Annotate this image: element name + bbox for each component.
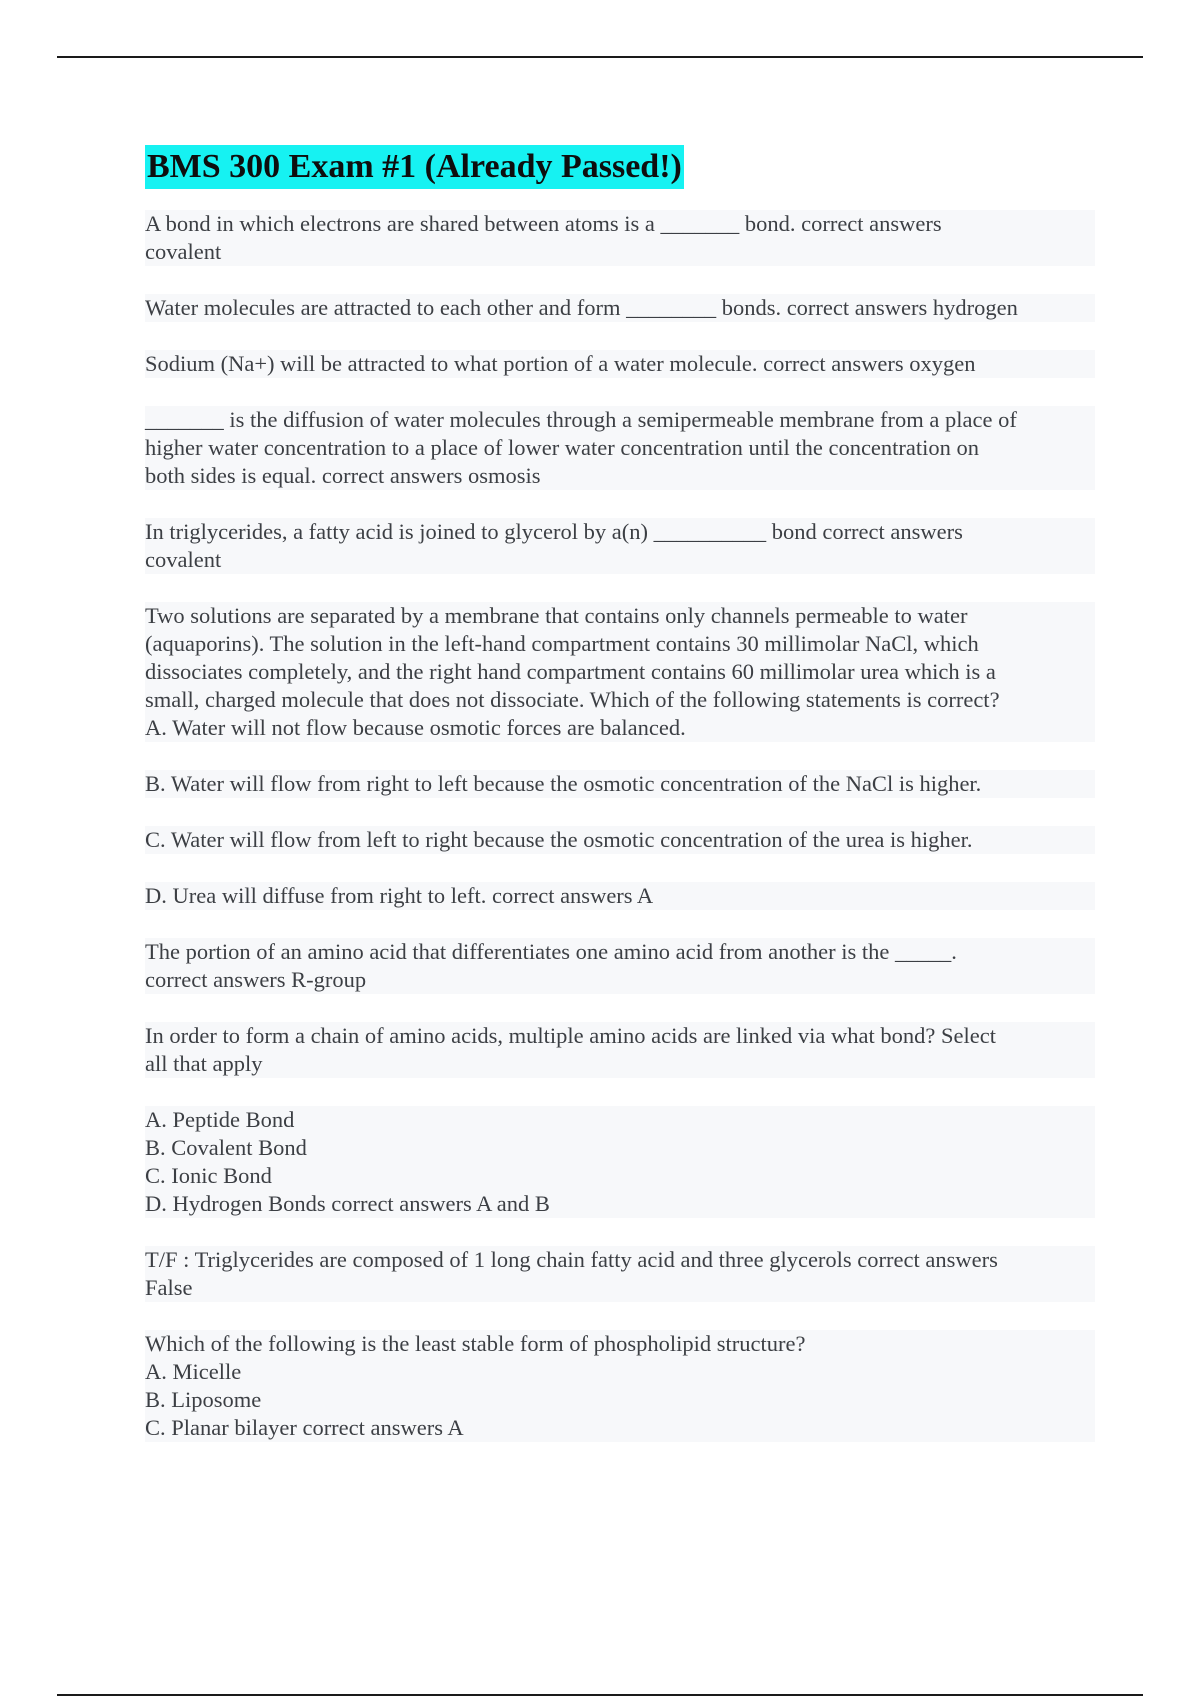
text-line: In order to form a chain of amino acids, multiple amino acids are linked via what bond? Select [145,1023,996,1048]
text-line: D. Hydrogen Bonds correct answers A and B [145,1191,550,1216]
text-line: C. Ionic Bond [145,1163,272,1188]
question-list [145,210,1095,1442]
header-rule [57,56,1143,58]
question-paragraph [145,350,1095,378]
text-line: A bond in which electrons are shared between atoms is a _______ bond. correct answers [145,211,942,236]
question-paragraph [145,602,1095,742]
text-line: C. Water will flow from left to right because the osmotic concentration of the urea is higher. [145,827,973,852]
text-line: A. Water will not flow because osmotic forces are balanced. [145,715,686,740]
question-paragraph [145,406,1095,490]
text-line: all that apply [145,1051,263,1076]
document-body [145,145,1095,1470]
text-line: _______ is the diffusion of water molecules through a semipermeable membrane from a place of [145,407,1017,432]
text-line: dissociates completely, and the right hand compartment contains 60 millimolar urea which is a [145,659,996,684]
text-line: covalent [145,547,222,572]
text-line: correct answers R-group [145,967,367,992]
text-line: small, charged molecule that does not dissociate. Which of the following statements is correct? [145,687,1000,712]
text-line: C. Planar bilayer correct answers A [145,1415,464,1440]
question-paragraph [145,210,1095,266]
text-line: A. Micelle [145,1359,242,1384]
question-paragraph [145,882,1095,910]
question-paragraph [145,1330,1095,1442]
question-paragraph [145,826,1095,854]
text-line: covalent [145,239,222,264]
question-paragraph [145,1022,1095,1078]
text-line: Water molecules are attracted to each other and form ________ bonds. correct answers hydrogen [145,295,1018,320]
footer-rule [57,1694,1143,1696]
text-line: B. Liposome [145,1387,262,1412]
text-line: Sodium (Na+) will be attracted to what portion of a water molecule. correct answers oxygen [145,351,976,376]
text-line: both sides is equal. correct answers osmosis [145,463,541,488]
text-line: In triglycerides, a fatty acid is joined to glycerol by a(n) __________ bond correct answers [145,519,963,544]
text-line: A. Peptide Bond [145,1107,295,1132]
text-line: False [145,1275,193,1300]
text-line: The portion of an amino acid that differentiates one amino acid from another is the _____. [145,939,957,964]
text-line: Which of the following is the least stable form of phospholipid structure? [145,1331,806,1356]
question-paragraph [145,770,1095,798]
text-line: D. Urea will diffuse from right to left. correct answers A [145,883,654,908]
text-line: B. Covalent Bond [145,1135,307,1160]
question-paragraph [145,1246,1095,1302]
question-paragraph [145,294,1095,322]
question-paragraph [145,938,1095,994]
text-line: B. Water will flow from right to left because the osmotic concentration of the NaCl is higher. [145,771,982,796]
document-title: BMS 300 Exam #1 (Already Passed!) [145,145,684,189]
text-line: Two solutions are separated by a membrane that contains only channels permeable to water [145,603,968,628]
question-paragraph [145,1106,1095,1218]
question-paragraph [145,518,1095,574]
text-line: T/F : Triglycerides are composed of 1 long chain fatty acid and three glycerols correct answers [145,1247,998,1272]
text-line: higher water concentration to a place of lower water concentration until the concentration on [145,435,980,460]
text-line: (aquaporins). The solution in the left-hand compartment contains 30 millimolar NaCl, which [145,631,979,656]
